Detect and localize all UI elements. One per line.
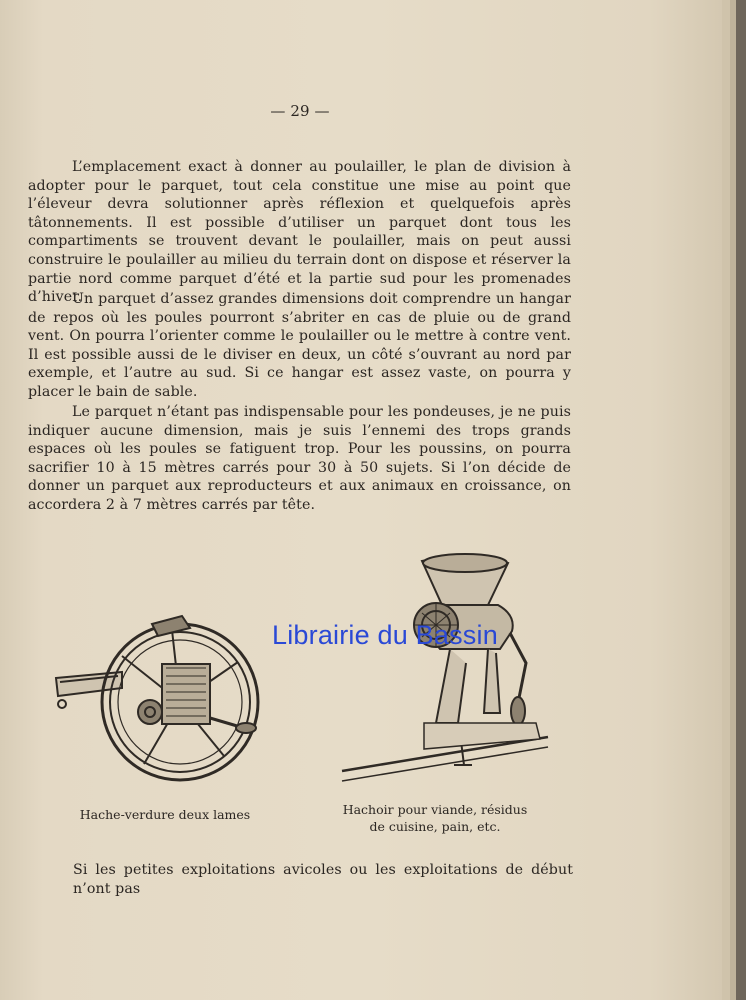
page-number: — 29 — [270,102,330,120]
meat-grinder-illustration [340,553,550,783]
paragraph-1 [28,158,571,307]
vegetable-chopper-illustration [52,606,262,786]
figure-caption-2-line-1: Hachoir pour viande, résidus [342,802,528,817]
paragraph-3 [28,403,571,515]
last-line-text: Si les petites exploitations avicoles ou les exploitations de début n’ont pas [73,862,573,897]
watermark-text: Librairie du Bassin [272,620,498,650]
paragraph-3-text: Le parquet n’étant pas indispensable pour les pondeuses, je ne puis indiquer aucune dimension, mais je suis l’ennemi des trops grands espaces où les poules se fatiguent trop. Pour les poussins, on pourra sacrifier 10 à 15 mètres carrés pour 30 à 50 sujets. Si l’on décide de donner un parquet aux reproducteurs et aux animaux en croissance, on accordera 2 à 7 mètres carrés par tête. [28,404,571,513]
page-edge [722,0,730,1000]
book-cover-edge [736,0,746,1000]
paragraph-2 [28,290,571,402]
paragraph-1-text: L’emplacement exact à donner au poulailler, le plan de division à adopter pour le parquet, tout cela constitue une mise au point que l’éleveur devra solutionner après réflexion et quelquefois après tâtonnements. Il est possible d’utiliser un parquet dont tous les compartiments se trouvent devant le poulailler, mais on peut aussi construire le poulailler au milieu du terrain dont on dispose et réserver la partie nord comme parquet d’été et la partie sud pour les promenades d’hiver. [28,159,571,306]
figure-caption-1: Hache-verdure deux lames [79,807,251,822]
figure-caption-2-line-2: de cuisine, pain, etc. [369,819,501,834]
paragraph-2-text: Un parquet d’assez grandes dimensions doit comprendre un hangar de repos où les poules pourront s’abriter en cas de pluie ou de grand vent. On pourra l’orienter comme le poulailler ou le mettre à contre vent. Il est possible aussi de le diviser en deux, un côté s’ouvrant au nord par exemple, et l’autre au sud. Si ce hangar est assez vaste, on pourra y placer le bain de sable. [28,291,571,400]
figure-caption-2 [330,801,540,835]
last-line [73,861,573,898]
